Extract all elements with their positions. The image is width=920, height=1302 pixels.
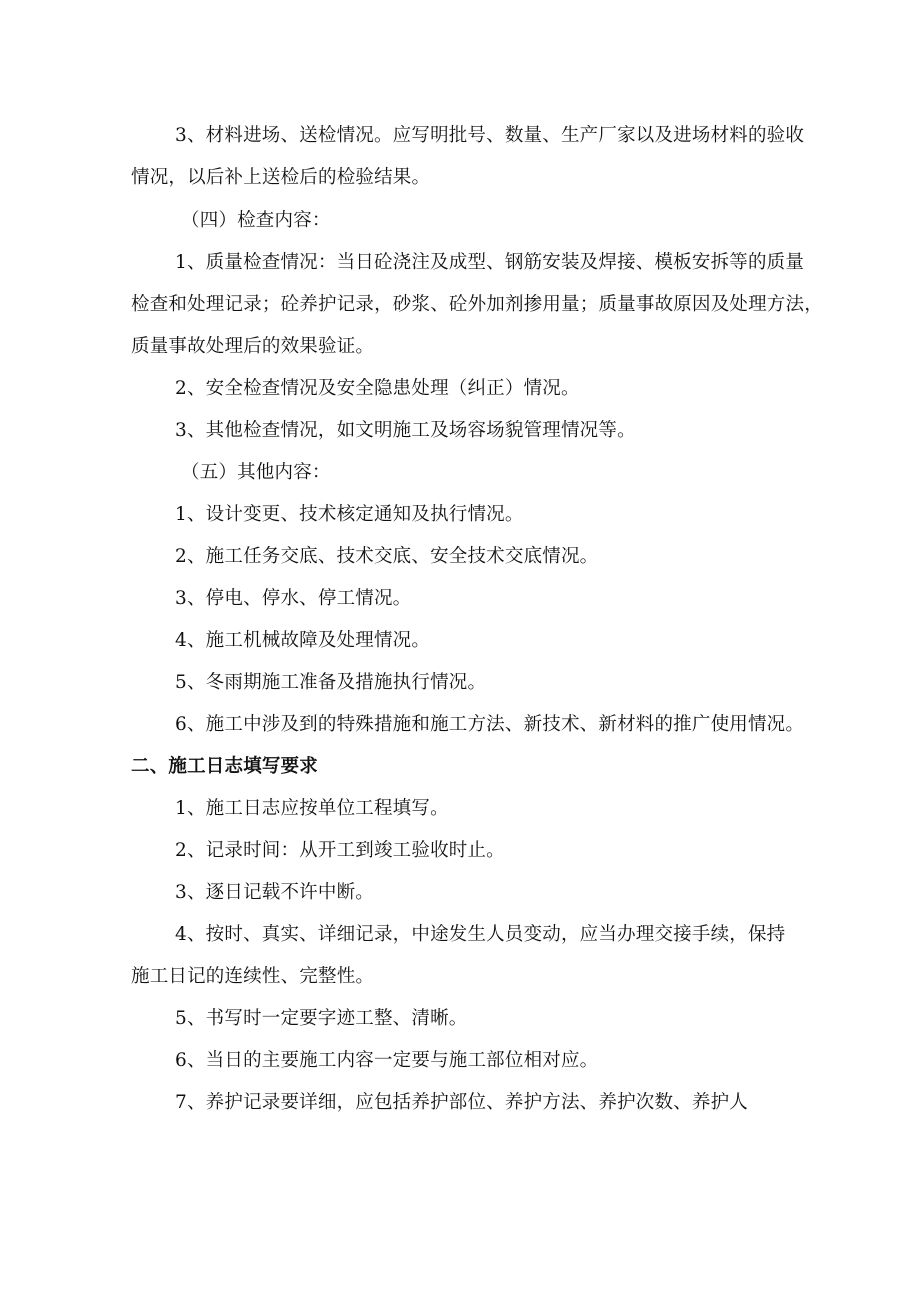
paragraph-line: 5、冬雨期施工准备及措施执行情况。 xyxy=(175,672,487,693)
section-heading: 二、施工日志填写要求 xyxy=(131,756,319,777)
paragraph-line: 2、记录时间：从开工到竣工验收时止。 xyxy=(175,840,505,861)
paragraph-line: 2、安全检查情况及安全隐患处理（纠正）情况。 xyxy=(175,378,580,399)
paragraph-line: 情况，以后补上送检后的检验结果。 xyxy=(131,167,431,188)
paragraph-line: 3、其他检查情况，如文明施工及场容场貌管理情况等。 xyxy=(175,420,636,441)
paragraph-line: 质量事故处理后的效果验证。 xyxy=(131,336,375,357)
paragraph-line: 6、当日的主要施工内容一定要与施工部位相对应。 xyxy=(175,1050,599,1071)
paragraph-line: 检查和处理记录；砼养护记录，砂浆、砼外加剂掺用量；质量事故原因及处理方法， xyxy=(131,294,823,315)
paragraph-line: 1、设计变更、技术核定通知及执行情况。 xyxy=(175,504,524,525)
paragraph-line: 3、逐日记载不许中断。 xyxy=(175,882,374,903)
paragraph-line: 4、施工机械故障及处理情况。 xyxy=(175,630,431,651)
paragraph-line: 2、施工任务交底、技术交底、安全技术交底情况。 xyxy=(175,546,599,567)
paragraph-line: 5、书写时一定要字迹工整、清晰。 xyxy=(175,1008,468,1029)
subheading-inspection: （四）检查内容： xyxy=(181,210,331,231)
paragraph-line: 1、质量检查情况：当日砼浇注及成型、钢筋安装及焊接、模板安拆等的质量 xyxy=(175,252,805,273)
paragraph-line: 1、施工日志应按单位工程填写。 xyxy=(175,798,449,819)
paragraph-line: 6、施工中涉及到的特殊措施和施工方法、新技术、新材料的推广使用情况。 xyxy=(175,714,805,735)
paragraph-line: 7、养护记录要详细，应包括养护部位、养护方法、养护次数、养护人 xyxy=(175,1092,748,1113)
paragraph-line: 施工日记的连续性、完整性。 xyxy=(131,966,375,987)
paragraph-line: 4、按时、真实、详细记录，中途发生人员变动，应当办理交接手续，保持 xyxy=(175,924,786,945)
paragraph-line: 3、材料进场、送检情况。应写明批号、数量、生产厂家以及进场材料的验收 xyxy=(175,125,805,146)
paragraph-line: 3、停电、停水、停工情况。 xyxy=(175,588,412,609)
subheading-other: （五）其他内容： xyxy=(181,462,331,483)
